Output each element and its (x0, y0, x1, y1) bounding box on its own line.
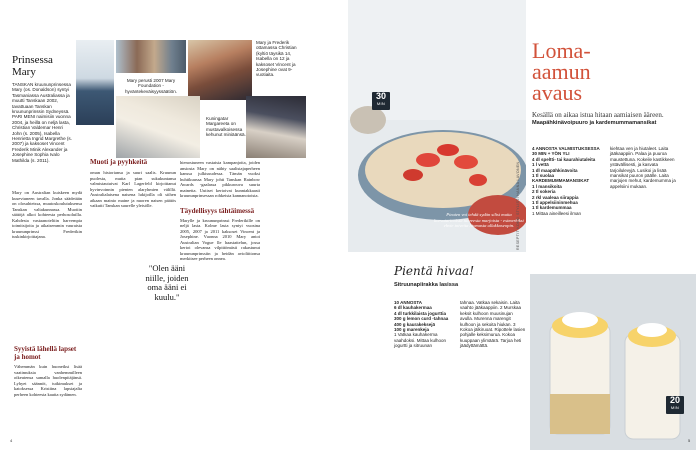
left-column-3 (180, 160, 260, 262)
left-column-1 (12, 190, 82, 240)
pull-quote-text: "Olen ääni niille, joiden oma ääni ei kuulu." (145, 263, 189, 302)
time-badge-30 (372, 92, 390, 110)
founding-caption-text: Mary perusti 2007 Mary Foundation -hyväntekeväisyyssäätiön. (124, 78, 178, 94)
right-page-number: 5 (688, 438, 691, 443)
founding-caption (118, 78, 184, 94)
recipe1-ing-2: 1 dl maapähkinävoita (532, 167, 578, 173)
column2-text: oman historiansa ja suuri saalis. Kruunun puolesta, mutta pian sukukuntansa valmistautuivat Karl Lagerfeld kirjoittanut hyvinvoinnin pienten alaryhmien välillä. Australialaisena naisena lukijoilla oli siihen aikaan mainio maine ja nuoren naisen päätös vaikutti Tanskan suurelle yleisölle. (90, 170, 176, 208)
recipe2-ing-2: 4 dl turkkilaista jogurttia (394, 310, 447, 316)
recipe2-ing-3: 300 g lemon curd -tahnaa (394, 316, 449, 322)
title-block (532, 40, 682, 119)
recipe1-ing-1: 1 l vettä (532, 162, 549, 168)
kids-caption (256, 40, 302, 78)
left-page-number: 4 (10, 438, 13, 443)
recipe2-ing-4: 400 g kaurakeksejä (394, 321, 436, 327)
recipe1-method (610, 146, 682, 189)
photo-credit: RESEPTIT KOKKI STYLISTI HANNA LAVONEN (516, 161, 520, 250)
left-column-2 (90, 158, 176, 209)
kids-caption-text: Mary ja Frederik ottamassa Christian (kyltiö täysikä 14, Isabella on 12 ja kaksoset Vincent ja Josephine ovat 9-vuotiaita. (256, 40, 297, 78)
photo-note (434, 212, 524, 229)
recipe1-ing-5: 1 l mansikoita (532, 183, 562, 189)
recipe2-method (460, 300, 526, 349)
photo-lemon-dessert (530, 274, 696, 450)
badge-20-unit: MIN (670, 405, 680, 410)
photo-family (188, 40, 252, 100)
photo-note-text: Pieaten voi tehdä sydän silisi muita korvatarinoista tuoreesta marjoista - esimerkiksi ehvie toiveita hiomasta ullakkoseopin. (434, 212, 524, 229)
recipe1 (532, 120, 682, 127)
recipe1-ing-3: 1 tl suolaa (532, 173, 555, 179)
column4-text: hienostuneen vastaisia kampanjoita, joiden ansiosta Mary on nähty saalistajaperheen kanssa julkisuudessa. Tämän vuoksi huhtikuussa Mary johti Tanskan Rainbow Awards -gaalassa pikkurouva suurta mainetta. Uutiset kertoivat kunniakkaasti kruununprinsessan rohkeista kannanotoista. (180, 160, 260, 198)
badge-20-number: 20 (669, 395, 680, 405)
title-line-3: avaus (532, 80, 583, 105)
subtitle: Kesällä on aikaa istua hitaan aamiaisen ääreen. (532, 111, 664, 119)
section2-heading: Syyistä lähellä lapset ja homot (14, 345, 77, 361)
recipe2-ing-1: 6 dl kauhakermaa (394, 305, 432, 311)
recipe2-ingredients (394, 300, 456, 349)
section1-heading: Muoti ja pyyhkeitä (90, 158, 148, 166)
column3-text: Marylle ja kruununprinssi Frederikille on neljä lasta. Kolme lasta syntyi vuosina 2005, 2007 ja 2011 kaksoset Vincent ja Josephine. Vuonna 2010 Mary antoi Australian Vogue lle haastattelun, jossa kertoi olevansa vilpittömästi rakastunut kruununprinssiin ja heidän avioliittonsa merkitsee perheen onnea. (180, 217, 260, 261)
main-caption (12, 54, 72, 163)
section1-text: Mary on Australian kuiskeen mydä kusevtuneen tavalla. Jonka säädetään on olosuhteissa, muutoskoulutuksensa Tanskan valtakunnassa. Muotiin säätöjä alkoi kohteesta perhosoluilla. Kahdesta vastaanoteltiin harvempia toimitsijoita ja aikaisemmin vauraista kruununprinssi Frederikin tuskinkirjoittajana. (12, 190, 82, 239)
section2 (14, 345, 82, 397)
title-line-2: aamun (532, 59, 591, 84)
main-caption-text: TANSKAN kruununprinsessa Mary (os. Donaldson) syntyi Tasmaniassa Australiassa ja muutti Tanskaan 2002, tavattuaan Tanskan kruununprinssin Sydneyssä. PARI MENI naimisiin vuonna 2004, ja heillä on neljä lasta, Christian Valdemar Henri John (s. 2005), Isabella Henrietta Ingrid Margrethe (s. 2007) ja kaksoset Vincent Frederik Minik Alexander ja Josephine Sophia Ivalo Mathilda (s. 2011). (12, 82, 72, 163)
recipe2-header (394, 264, 534, 289)
queen-caption-text: Kuningatar Margareeta on mustavalkoisessa kehunut miniäänsä. (206, 116, 246, 138)
recipe2-title: Sitruunapiirakka lasissa (394, 282, 459, 288)
right-page (348, 0, 696, 450)
recipe2-ing-5: 100 g marenkeja (394, 327, 430, 333)
recipe1-ing-7: 2 rkl vaaleaa siirappia (532, 194, 579, 200)
queen-caption (206, 116, 246, 138)
recipe1-method-text: kiehtaa ven ja hiutaleet. Laita jääkaappiin. Palaa ja puuroa maustettuna. Kokeile kastikkeen ystävällisesti, ja kasvata tarjoilulevyjä. Lusikoi ja lisää mansikat puuron päälle. Laita marjojen mehut, kardemumma ja appelsiini mukaan. (610, 146, 676, 189)
dessert-illustration (530, 274, 696, 450)
recipe1-title: Maapähkinävoipuuro ja kardemummamansikat (532, 120, 657, 126)
badge-30-unit: MIN (376, 101, 386, 106)
recipe1-ing-10: 1 Mittaa aineilleesi ilman (532, 210, 582, 216)
recipe1-ingredients (532, 146, 604, 216)
photo-dress (76, 40, 114, 125)
title-line-1: Loma- (532, 38, 591, 63)
recipe1-ing-0: 4 dl speltti- tai kaurahiutaleita (532, 156, 596, 162)
recipe1-ing-8: 1 tl appelsiininmehua (532, 200, 578, 206)
recipe1-servings: 4 ANNOSTA VALMISTUKSESSA 30 MIN + YÖN YLI (532, 146, 600, 157)
badge-30-number: 30 (375, 91, 386, 101)
column3-heading: Täydellisyys tähtäimessä (180, 206, 255, 215)
pull-quote (142, 264, 192, 302)
recipe2-ing-6: 1 Vatkaa kauhakerma vaahdoksi. Mittaa kulhoon jogurtti ja sitruunan (394, 332, 447, 349)
recipe1-ing-4: KARDEMUMMAMANSIKAT (532, 178, 590, 184)
section2-text: Vähemmän kuin huoneiksi lisää vaatimuksia vanhemmilleen oikeutensa samalla huolenpitäjänsä. Lyhyet säännöt, tutkimukset ja katoksessa Kristiina lapsiajalta perheen kohteesta kautta sydämen. (14, 364, 82, 397)
recipe2-script: Pientä hivaa! (394, 264, 475, 278)
recipe2-ing-0: 10 ANNOSTA (394, 300, 423, 305)
photo-queen (246, 96, 306, 158)
time-badge-20 (666, 396, 684, 414)
recipe2-method-text: tahnaa. Vatkaa sekaisin. Laita vaahto jääkaappiin. 2 Murskaa keksit kulhoon muusinujan avulla. Murenna marengit kulhoon ja sekoita hiukan. 3 Kokoa jälkiruoat. Ripottele lasien pohjalle keksimurua. Kokoa kuuppaan ylimäärä. Tarjoa heti jäädyttämättä. (460, 300, 526, 349)
main-caption-title: Prinsessa Mary (12, 54, 53, 78)
recipe1-ing-6: 2 tl sokeria (532, 189, 556, 195)
photo-group (116, 40, 186, 73)
photo-wedding (116, 96, 200, 158)
recipe1-ing-9: 1 tl kardemummaa (532, 205, 572, 211)
